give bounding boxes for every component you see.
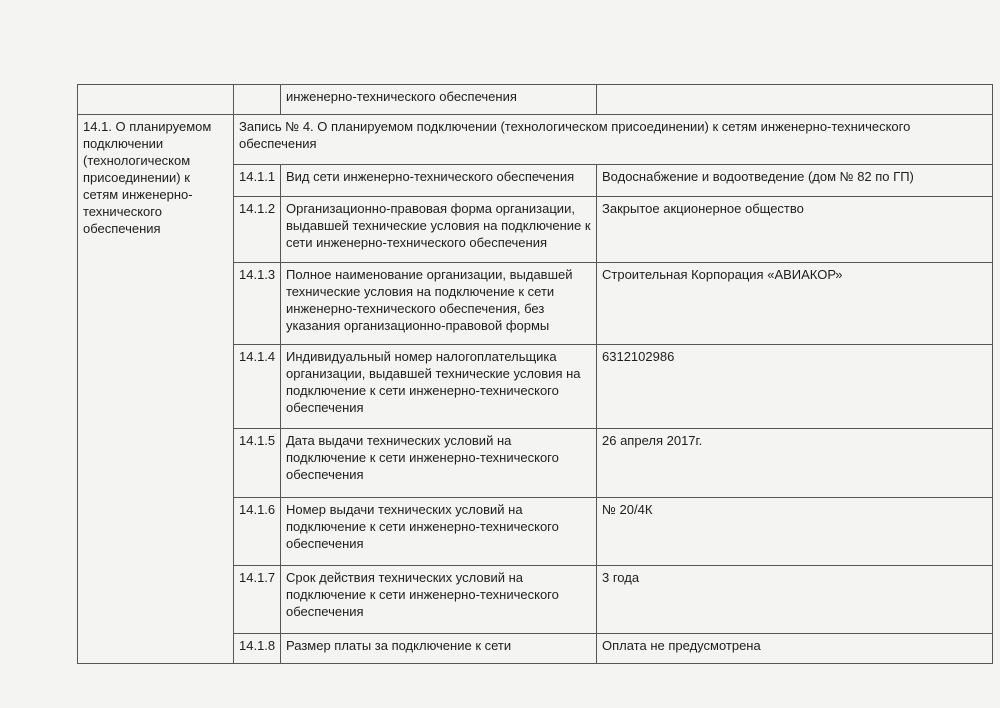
- value-cell: 3 года: [597, 566, 993, 634]
- connection-table: [77, 84, 993, 664]
- field-cell: Полное наименование организации, выдавшей технические условия на подключение к сети инженерно-технического обеспечения, без указания организационно-правовой формы: [281, 263, 597, 345]
- value-cell: Оплата не предусмотрена: [597, 634, 993, 664]
- value-cell: Строительная Корпорация «АВИАКОР»: [597, 263, 993, 345]
- row-number: 14.1.4: [234, 345, 281, 429]
- field-cell: Организационно-правовая форма организации, выдавшей технические условия на подключение к сети инженерно-технического обеспечения: [281, 197, 597, 263]
- row-number: 14.1.2: [234, 197, 281, 263]
- section-label: 14.1. О планируемом подключении (технологическом присоединении) к сетям инженерно-технического обеспечения: [78, 115, 234, 664]
- record-title: Запись № 4. О планируемом подключении (технологическом присоединении) к сетям инженерно-технического обеспечения: [234, 115, 993, 165]
- field-cell: Индивидуальный номер налогоплательщика организации, выдавшей технические условия на подключение к сети инженерно-технического обеспечения: [281, 345, 597, 429]
- row-number: 14.1.8: [234, 634, 281, 664]
- empty-cell: [78, 85, 234, 115]
- field-cell: Дата выдачи технических условий на подключение к сети инженерно-технического обеспечения: [281, 429, 597, 498]
- field-cell: Размер платы за подключение к сети: [281, 634, 597, 664]
- value-cell: Водоснабжение и водоотведение (дом № 82 по ГП): [597, 165, 993, 197]
- row-number: 14.1.5: [234, 429, 281, 498]
- row-number: 14.1.6: [234, 498, 281, 566]
- table-row: [78, 115, 993, 165]
- field-cell: инженерно-технического обеспечения: [281, 85, 597, 115]
- value-cell: 26 апреля 2017г.: [597, 429, 993, 498]
- value-cell: № 20/4К: [597, 498, 993, 566]
- empty-cell: [234, 85, 281, 115]
- table-row: [78, 85, 993, 115]
- field-cell: Вид сети инженерно-технического обеспечения: [281, 165, 597, 197]
- empty-cell: [597, 85, 993, 115]
- row-number: 14.1.1: [234, 165, 281, 197]
- field-cell: Срок действия технических условий на подключение к сети инженерно-технического обеспечения: [281, 566, 597, 634]
- row-number: 14.1.3: [234, 263, 281, 345]
- value-cell: Закрытое акционерное общество: [597, 197, 993, 263]
- row-number: 14.1.7: [234, 566, 281, 634]
- field-cell: Номер выдачи технических условий на подключение к сети инженерно-технического обеспечения: [281, 498, 597, 566]
- value-cell: 6312102986: [597, 345, 993, 429]
